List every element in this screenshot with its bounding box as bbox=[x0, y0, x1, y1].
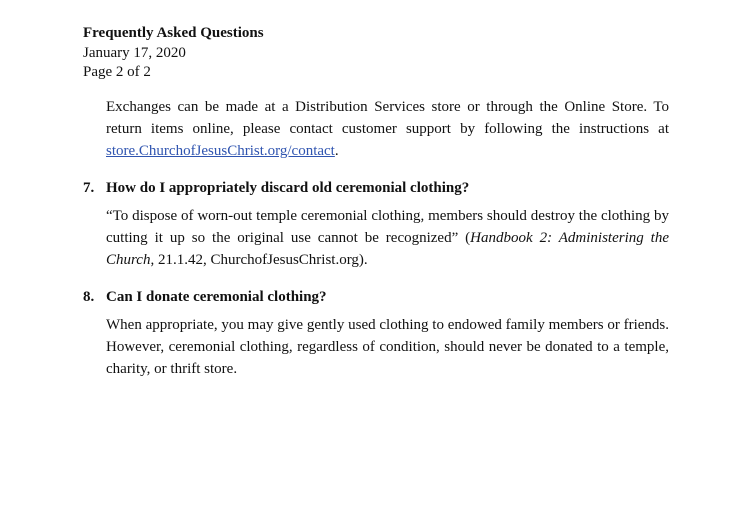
exchange-text-end: . bbox=[334, 142, 339, 159]
question-8-text: Can I donate ceremonial clothing? bbox=[106, 289, 327, 305]
document-date: January 17, 2020 bbox=[83, 44, 186, 61]
answer-8: When appropriate, you may give gently used clothing to endowed family members or friends. However, ceremonial clothing, regardless of condition, should never be donated to a temple, charity, or thrift store. bbox=[106, 317, 669, 377]
question-8 bbox=[83, 287, 327, 307]
page-number: Page 2 of 2 bbox=[83, 64, 151, 80]
page-header bbox=[83, 24, 264, 83]
exchange-paragraph bbox=[106, 97, 669, 162]
document-title: Frequently Asked Questions bbox=[83, 25, 264, 41]
answer-7 bbox=[106, 206, 669, 271]
answer-7-end: , 21.1.42, ChurchofJesusChrist.org). bbox=[150, 251, 368, 268]
question-7 bbox=[83, 178, 469, 198]
contact-link[interactable]: store.ChurchofJesusChrist.org/contact bbox=[106, 142, 335, 159]
question-7-text: How do I appropriately discard old ceremonial clothing? bbox=[106, 180, 470, 196]
answer-7-citation: Handbook 2: Administering the Church bbox=[106, 229, 669, 268]
answer-7-quote: “To dispose of worn-out temple ceremonial clothing, members should destroy the clothing by cutting it up so the original use cannot be recognized” ( bbox=[106, 208, 669, 246]
exchange-text: Exchanges can be made at a Distribution Services store or through the Online Store. To return items online, please contact customer support by following the instructions at bbox=[106, 99, 669, 137]
question-8-number: 8. bbox=[83, 289, 95, 305]
question-7-number: 7. bbox=[83, 180, 95, 196]
